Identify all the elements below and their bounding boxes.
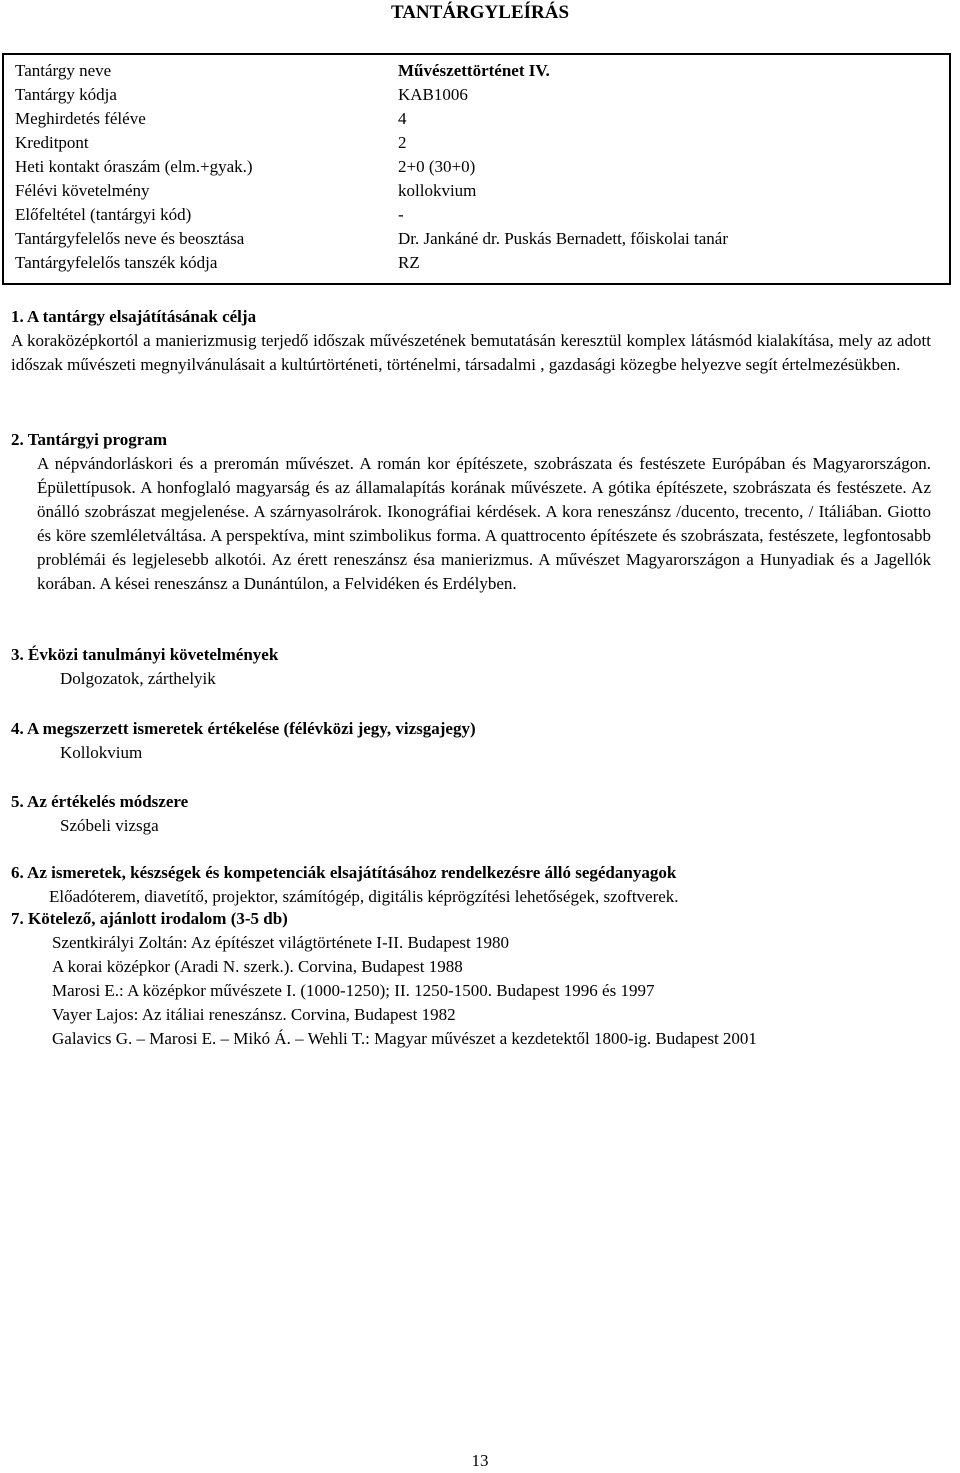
section-body: A koraközépkortól a manierizmusig terjedő időszak művészetének bemutatásán keresztül komplex látásmód kialakítása, mely az adott időszak művészeti megnyilvánulásait a kultúrtörténeti, történelmi, társadalmi , gazdasági közegbe helyezve segít értelmezésükben. bbox=[11, 331, 931, 374]
section-objective bbox=[11, 305, 931, 377]
section-literature bbox=[11, 907, 931, 1051]
subject-info-table bbox=[2, 53, 951, 285]
section-materials bbox=[11, 861, 931, 909]
info-value: 4 bbox=[398, 109, 407, 128]
literature-item: Galavics G. – Marosi E. – Mikó Á. – Wehli T.: Magyar művészet a kezdetektől 1800-ig. Budapest 2001 bbox=[52, 1029, 757, 1048]
literature-item: Vayer Lajos: Az itáliai reneszánsz. Corvina, Budapest 1982 bbox=[52, 1005, 456, 1024]
info-label: Heti kontakt óraszám (elm.+gyak.) bbox=[15, 157, 253, 176]
info-label: Tantárgy kódja bbox=[15, 85, 117, 104]
section-body: Előadóterem, diavetítő, projektor, számítógép, digitális képrögzítési lehetőségek, szoftverek. bbox=[49, 887, 679, 906]
info-label: Kreditpont bbox=[15, 133, 89, 152]
info-label: Félévi követelmény bbox=[15, 181, 150, 200]
info-label: Meghirdetés féléve bbox=[15, 109, 146, 128]
section-body: Dolgozatok, zárthelyik bbox=[60, 669, 216, 688]
literature-list bbox=[11, 931, 931, 1051]
section-heading: 7. Kötelező, ajánlott irodalom (3-5 db) bbox=[11, 909, 288, 928]
info-value: KAB1006 bbox=[398, 85, 468, 104]
section-body: Szóbeli vizsga bbox=[60, 816, 159, 835]
page-number: 13 bbox=[471, 1451, 489, 1470]
section-heading: 3. Évközi tanulmányi követelmények bbox=[11, 645, 279, 664]
info-label: Előfeltétel (tantárgyi kód) bbox=[15, 205, 192, 224]
info-value: Művészettörténet IV. bbox=[398, 61, 550, 80]
section-heading: 6. Az ismeretek, készségek és kompetenciák elsajátításához rendelkezésre álló segédanyagok bbox=[11, 863, 677, 882]
literature-item: Marosi E.: A középkor művészete I. (1000-1250); II. 1250-1500. Budapest 1996 és 1997 bbox=[52, 981, 655, 1000]
info-value: Dr. Jankáné dr. Puskás Bernadett, főiskolai tanár bbox=[398, 229, 729, 248]
info-value: 2+0 (30+0) bbox=[398, 157, 476, 176]
section-heading: 1. A tantárgy elsajátításának célja bbox=[11, 307, 257, 326]
info-label: Tantárgyfelelős tanszék kódja bbox=[15, 253, 218, 272]
info-value: kollokvium bbox=[398, 181, 477, 200]
info-label: Tantárgy neve bbox=[15, 61, 112, 80]
info-label: Tantárgyfelelős neve és beosztása bbox=[15, 229, 245, 248]
info-value: 2 bbox=[398, 133, 407, 152]
literature-item: A korai középkor (Aradi N. szerk.). Corvina, Budapest 1988 bbox=[52, 957, 463, 976]
section-program bbox=[11, 428, 931, 596]
section-body: A népvándorláskori és a preromán művészet. A román kor építészete, szobrászata és festészete Európában és Magyarországon. Épülettípusok. A honfoglaló magyarság és az államalapítás korának művészete. A gótika építészete, szobrászata és festészete. Az önálló szobrászat megjelenése. A szárnyasolrárok. Ikonográfiai kérdések. A kora reneszánsz /ducento, trecento, / Itáliában. Giotto és köre szemléletváltása. A perspektíva, mint szimbolikus forma. A quattrocento építészete és szobrászata, festészete, legfontosabb problémái és legjelesebb alkotói. Az érett reneszánsz ésa manierizmus. A művészet Magyarországon a Hunyadiak és a Jagellók korában. A kései reneszánsz a Dunántúlon, a Felvidéken és Erdélyben. bbox=[37, 454, 931, 593]
section-method bbox=[11, 790, 931, 838]
section-heading: 4. A megszerzett ismeretek értékelése (félévközi jegy, vizsgajegy) bbox=[11, 719, 476, 738]
document-title: TANTÁRGYLEÍRÁS bbox=[390, 2, 570, 23]
section-requirements bbox=[11, 643, 931, 691]
literature-item: Szentkirályi Zoltán: Az építészet világtörténete I-II. Budapest 1980 bbox=[52, 933, 509, 952]
section-heading: 5. Az értékelés módszere bbox=[11, 792, 189, 811]
section-evaluation bbox=[11, 717, 931, 765]
info-value: RZ bbox=[398, 253, 420, 272]
info-value: - bbox=[398, 205, 404, 224]
section-body: Kollokvium bbox=[60, 743, 143, 762]
section-heading: 2. Tantárgyi program bbox=[11, 430, 168, 449]
